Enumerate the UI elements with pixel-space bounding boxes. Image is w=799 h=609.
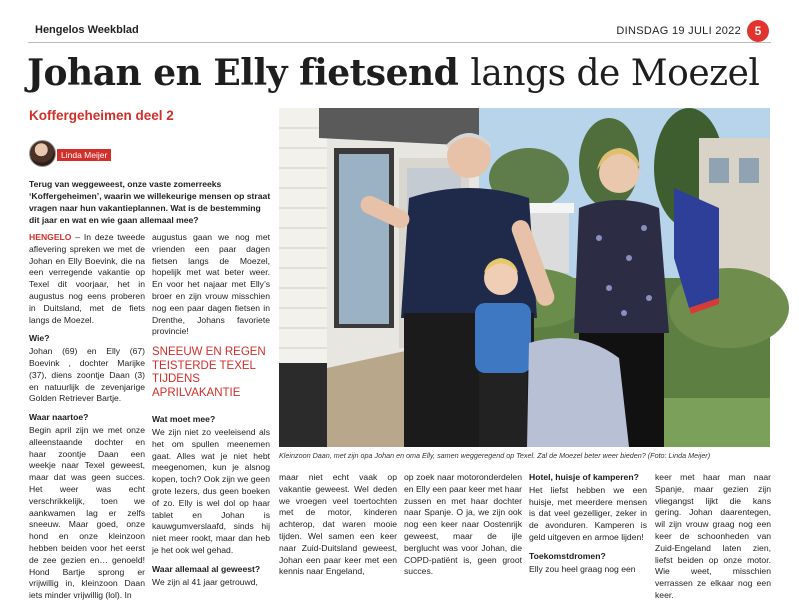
header-rule [28,42,771,43]
text-column-4 [404,472,522,585]
paragraph: We zijn niet zo veeleisend als het om spullen meenemen gaat. Alles wat je niet hebt meegenomen, kun je alsnog kopen, toch? Ook zijn we geen grote lezers, dus geen boeken of zo. Elly is wel dol op haar tablet en Johan is kauwgumverslaafd, sinds hij niet meer rookt, maar dan heb je het ook wel gehad. [152,426,270,555]
article-kicker: Koffergeheimen deel 2 [29,108,174,123]
subheading: Hotel, huisje of kamperen? [529,472,639,482]
paragraph: augustus gaan we nog met vrienden een paar dagen fietsen langs de Moezel, hopelijk met wat beter weer. En voor het najaar met Elly’s broer en zijn vrouw misschien nog een paar dagen fietsen in Drenthe, Johans favoriete provincie! [152,232,270,337]
author-avatar [29,140,56,167]
paragraph: We zijn al 41 jaar getrouwd, [152,576,258,587]
photo-caption: Kleinzoon Daan, met zijn opa Johan en oma Elly, samen weggeregend op Texel. Zal de Moezel beter weer bieden? (Foto: Linda Meijer) [279,451,711,460]
paragraph: op zoek naar motoronderdelen en Elly een paar keer met haar zussen en met haar dochter naar Spanje. O ja, we zijn ook nog een keer naar Oostenrijk geweest, maar de ijle berglucht was voor Johan, die COPD-patiënt is, geen groot succes. [404,472,522,577]
headline-bold-part: Johan en Elly fietsend [27,52,459,94]
page-header [0,0,799,44]
subheading: Waar allemaal al geweest? [152,563,261,574]
text-column-2 [152,232,270,595]
paragraph: maar niet echt vaak op vakantie geweest. Wel deden we vroegen veel toertochten met de motor, kinderen achterop, dat waren mooie tijden. Wel samen een keer naar Zuid-Duitsland geweest, Johan een paar keer met een kennis naar Engeland, [279,472,397,577]
dateline: HENGELO [29,232,72,242]
issue-date: DINSDAG 19 JULI 2022 [616,25,741,37]
subheading: Toekomstdromen? [529,550,606,561]
article-photo [279,108,770,447]
paper-name: Hengelos Weekblad [35,24,139,36]
text-column-5 [529,472,647,582]
paragraph: Johan (69) en Elly (67) Boevink , dochter Marijke (37), diens zoontje Daan (3) en natuurlijk de zevenjarige Golden Retriever Bartje. [29,346,145,404]
paragraph: – In deze tweede aflevering spreken we met de Johan en Elly Boevink, die na een verregende vakantie op Texel dit voorjaar, het in augustus nog eens proberen in Duitsland, met de fiets langs de Moezel. [29,232,145,325]
pull-quote: SNEEUW EN REGEN TEISTERDE TEXEL TIJDENS APRILVAKANTIE [152,346,266,399]
text-column-1 [29,232,145,609]
subheading: Waar naartoe? [29,412,89,423]
page-number-badge: 5 [747,20,769,42]
paragraph: keer met haar man naar Spanje, maar gezien zijn vliegangst lijkt die kans gering. Johan daarentegen, wil zijn vrouw graag nog een keer de schoonheden van Zuid-Engeland laten zien, liefst beiden op onze motor. Wie weet, misschien verrassen ze elkaar nog een keer. [655,472,771,600]
paragraph: Begin april zijn we met onze alleenstaande dochter en haar zoontje Daan een weekje naar Texel geweest, maar dat was geen succes. Het weer was echt verschrikkelijk, toen we aankwamen lag er zelfs sneeuw. Maar goed, onze hond en onze kleinzoon hebben beiden voor het eerst de zee gezien en… genoeld! Hond Bartje sprong er vrijwillig in, kleinzoon Daan iets minder vrijwillig (lol). In [29,424,145,601]
text-column-6 [655,472,771,609]
article-headline [27,52,759,95]
subheading: Wie? [29,333,50,344]
paragraph: Elly zou heel graag nog een [529,563,636,574]
headline-light-part: langs de Moezel [470,53,760,94]
article-intro: Terug van weggeweest, onze vaste zomerreeks ‘Koffergeheimen’, waarin we willekeurige mensen op straat vragen naar hun vakantieplannen. Wat is de bestemming dit jaar en wat en wie gaan allemaal mee? [29,179,271,225]
paragraph: Het liefst hebben we een huisje, met meerdere mensen is dat veel gezelliger, zeker in de avonduren. Kamperen is geld uitgeven en armoe lijden! [529,484,647,542]
text-column-3 [279,472,397,585]
author-name: Linda Meijer [57,149,111,161]
subheading: Wat moet mee? [152,414,216,425]
